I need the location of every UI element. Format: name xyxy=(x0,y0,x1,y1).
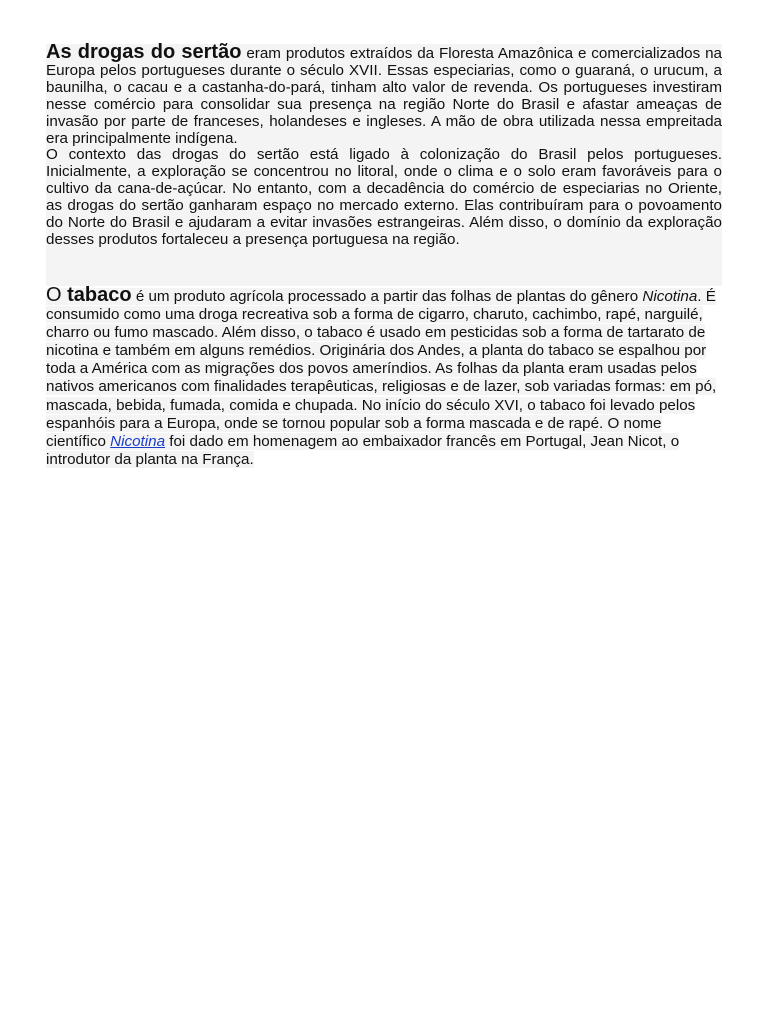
nicotina-link[interactable]: Nicotina xyxy=(110,432,166,450)
heading-drogas-do-sertao: As drogas do sertão xyxy=(46,41,242,63)
tabaco-text-c: foi dado em homenagem ao embaixador francês em Portugal, Jean Nicot, o introdutor da planta na França. xyxy=(46,432,680,468)
tabaco-text-a: é um produto agrícola processado a partir das folhas de plantas do gênero xyxy=(131,288,643,305)
paragraph-context: O contexto das drogas do sertão está ligado à colonização do Brasil pelos portugueses. Inicialmente, a exploração se concentrou no litoral, onde o clima e o solo eram favoráveis para o cultivo da cana-de-açúcar. No entanto, com a decadência do comércio de especiarias no Oriente, as drogas do sertão ganharam espaço no mercado externo. Elas contribuíram para o povoamento do Norte do Brasil e ajudaram a evitar invasões estrangeiras. Além disso, o domínio da exploração desses produtos fortaleceu a presença portuguesa na região. xyxy=(46,146,722,248)
section-tabaco xyxy=(46,286,722,469)
paragraph-intro-text: eram produtos extraídos da Floresta Amazônica e comercializados na Europa pelos portugueses durante o século XVII. Essas especiarias, como o guaraná, o urucum, a baunilha, o cacau e a castanha-do-pará, tinham alto valor de revenda. Os portugueses investiram nesse comércio para consolidar sua presença na região Norte do Brasil e afastar ameaças de invasão por parte de franceses, holandeses e ingleses. A mão de obra utilizada nessa empreitada era principalmente indígena. xyxy=(46,45,722,147)
paragraph-intro xyxy=(46,41,722,147)
tabaco-text-b: . É consumido como uma droga recreativa sob a forma de cigarro, charuto, cachimbo, rapé, narguilé, charro ou fumo mascado. Além disso, o tabaco é usado em pesticidas sob a forma de tartarato de nicotina e também em alguns remédios. Originária dos Andes, a planta do tabaco se espalhou por toda a América com as migrações dos povos ameríndios. As folhas da planta eram usadas pelos nativos americanos com finalidades terapêuticas, religiosas e de lazer, sob variadas formas: em pó, mascada, bebida, fumada, comida e chupada. No início do século XVI, o tabaco foi levado pelos espanhóis para a Europa, onde se tornou popular sob a forma mascada e de rapé. O nome científico xyxy=(46,288,717,450)
heading-prefix: O xyxy=(46,284,68,306)
genus-name: Nicotina xyxy=(642,288,698,305)
heading-tabaco: tabaco xyxy=(67,284,132,306)
section-drogas-do-sertao xyxy=(46,41,722,286)
paragraph-tabaco xyxy=(46,284,717,468)
